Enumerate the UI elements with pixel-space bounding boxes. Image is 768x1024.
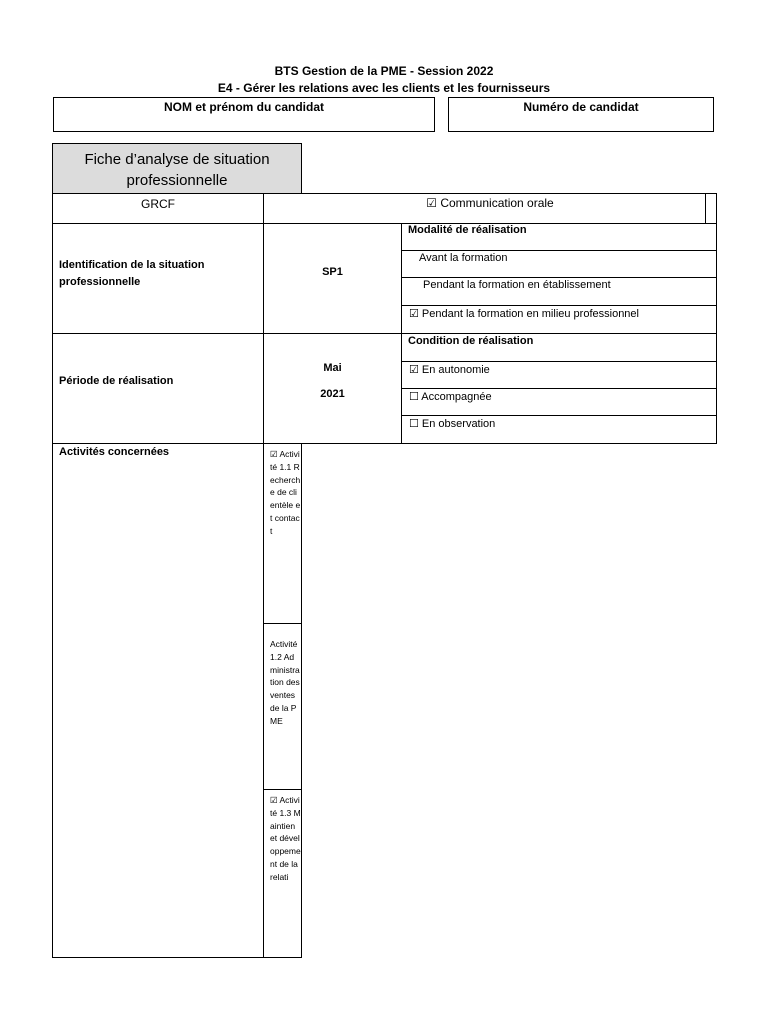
activites-label: Activités concernées [59, 446, 170, 458]
modalite-option-milieu-pro[interactable] [401, 305, 717, 334]
identification-value-cell [263, 223, 402, 334]
periode-label: Période de réalisation [59, 375, 174, 387]
condition-option-observation[interactable] [401, 415, 717, 444]
fiche-title: Fiche d’analyse de situation professionnelle [84, 151, 270, 189]
identification-label: Identification de la situation professionnelle [59, 259, 205, 288]
modalite-option-label: Pendant la formation en établissement [423, 279, 611, 291]
condition-title: Condition de réalisation [408, 335, 534, 347]
condition-option-label: ☐ Accompagnée [409, 391, 492, 403]
activite-1-3-cell[interactable] [263, 789, 302, 958]
modalite-title-cell [401, 223, 717, 251]
condition-option-label: ☐ En observation [409, 418, 496, 430]
modalite-option-etablissement[interactable] [401, 277, 717, 306]
activites-label-cell [52, 443, 264, 958]
candidate-number-box[interactable] [448, 97, 714, 132]
grcf-value-cell [263, 193, 717, 224]
grcf-label: GRCF [141, 197, 175, 211]
condition-title-cell [401, 333, 717, 362]
modalite-option-label: Avant la formation [419, 252, 508, 264]
modalite-option-label: ☑ Pendant la formation en milieu professionnel [409, 308, 639, 320]
candidate-name-box[interactable] [53, 97, 435, 132]
identification-label-cell [52, 223, 264, 334]
condition-option-label: ☑ En autonomie [409, 364, 490, 376]
activite-1-3-label: ☑ Activité 1.3 Maintien et développement de la relati [270, 795, 301, 882]
periode-month: Mai [323, 362, 342, 374]
activite-1-1-cell[interactable] [263, 443, 302, 624]
exam-subtitle: E4 - Gérer les relations avec les clients et les fournisseurs [217, 81, 551, 95]
activite-1-1-label: ☑ Activité 1.1 Recherche de clientèle et contact [270, 449, 301, 536]
periode-value-cell [263, 333, 402, 444]
grcf-value[interactable]: ☑ Communication orale [426, 196, 554, 210]
exam-title: BTS Gestion de la PME - Session 2022 [274, 64, 494, 78]
identification-value: SP1 [322, 266, 343, 278]
condition-option-accompagnee[interactable] [401, 388, 717, 416]
modalite-title: Modalité de réalisation [408, 224, 527, 236]
candidate-number-label: Numéro de candidat [523, 100, 639, 114]
periode-year: 2021 [320, 388, 345, 400]
candidate-name-label: NOM et prénom du candidat [163, 100, 324, 114]
fiche-title-box [52, 143, 302, 194]
grcf-label-cell [52, 193, 264, 224]
activite-1-2-cell[interactable] [263, 623, 302, 790]
activite-1-2-label: Activité 1.2 Administration des ventes de la PME [270, 639, 300, 726]
periode-label-cell [52, 333, 264, 444]
condition-option-autonomie[interactable] [401, 361, 717, 389]
modalite-option-avant[interactable] [401, 250, 717, 278]
grcf-divider [705, 193, 706, 224]
